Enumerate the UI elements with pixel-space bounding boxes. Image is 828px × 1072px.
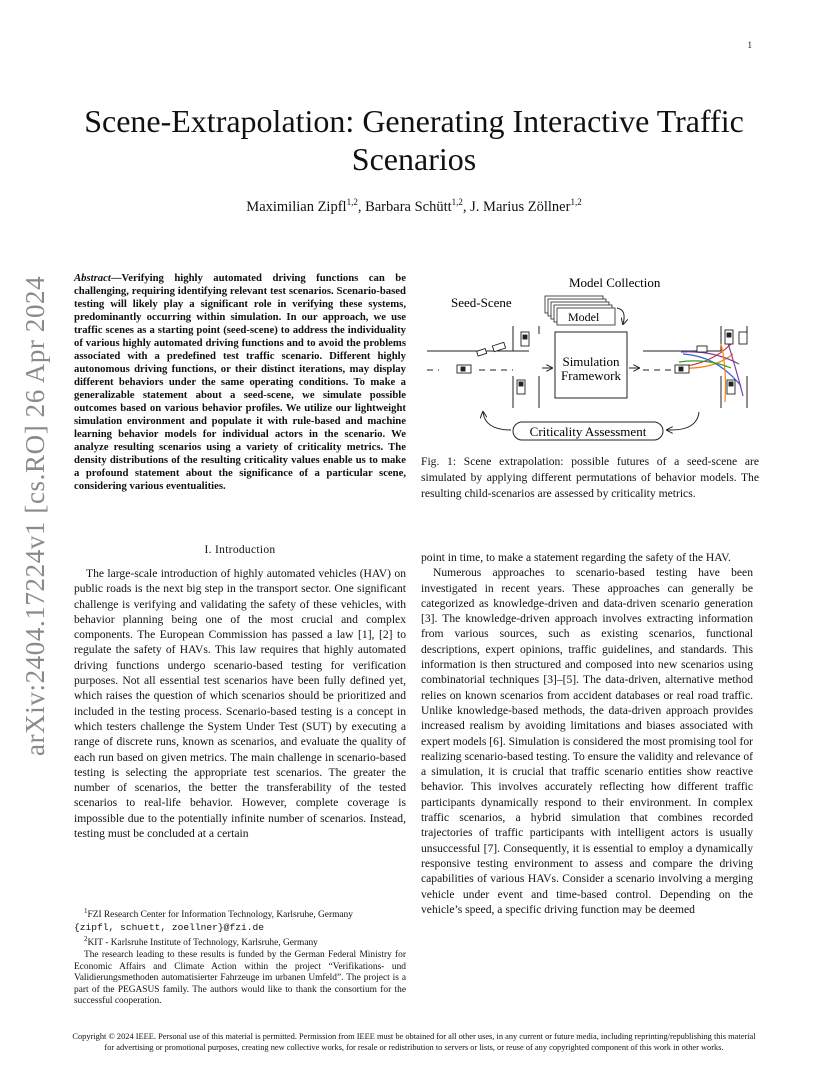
footnote-email: {zipfl, schuett, zoellner}@fzi.de — [74, 921, 264, 933]
author-list: Maximilian Zipfl$^{1,2}$, Barbara Schütt$^{1,2}$, J. Marius Zöllner$^{1,2}$ — [246, 197, 582, 215]
section-heading: I. Introduction — [204, 544, 276, 556]
author-name: Barbara Schütt — [365, 198, 452, 215]
model-label: Model — [568, 310, 600, 324]
footnote-1: $^1$FZI Research Center for Information Technology, Karlsruhe, Germany {zipfl, schuett, zoellner}@fzi.de — [74, 907, 353, 933]
simulation-label-2: Framework — [561, 368, 621, 383]
copyright-notice: Copyright © 2024 IEEE. Personal use of this material is permitted. Permission from IEEE must be obtained for all other uses, in any current or future media, including reprinting/republishing this material for advertising or promotional purposes, creating new collective works, for resale or redistribution to servers or lists, or reuse of any copyrighted component of this work in other works. — [72, 1032, 756, 1052]
model-collection-label: Model Collection — [569, 275, 661, 290]
page-number: 1 — [747, 40, 752, 50]
footnotes — [74, 906, 406, 1008]
author-affiliation: 1,2 — [570, 197, 582, 207]
simulation-label-1: Simulation — [562, 354, 620, 369]
seed-scene-vehicles — [457, 332, 529, 394]
seed-scene-label: Seed-Scene — [451, 295, 512, 310]
figure-caption: Fig. 1: Scene extrapolation: possible futures of a seed-scene are simulated by applying different permutations of behavior models. The resulting child-scenarios are assessed by criticality metrics. — [421, 455, 759, 500]
abstract — [74, 272, 406, 493]
figure-1 — [421, 272, 761, 442]
criticality-label: Criticality Assessment — [529, 424, 647, 439]
paragraph: Numerous approaches to scenario-based testing have been investigated in recent years. These approaches can generally be categorized as knowledge-driven and data-driven scenario generation [3]. The knowledge-driven approach involves extracting information from various sources, such as existing scenarios, functional descriptions, expert opinions, traffic guidelines, and standards. This information is then structured and composed into new scenarios using combinatorial techniques [3]–[5]. The data-driven, alternative method relies on known scenarios from accident databases or real road traffic. Unlike knowledge-based methods, the data-driven approach provides increased realism by avoiding limitations and biases associated with expert models [6]. Simulation is considered the most promising tool for realizing scenario-based testing. To ensure the validity and relevance of a simulation, it is crucial that traffic scenario entities show reactive behavior. This involves accurately reflecting how different traffic participants dynamically respond to their environment. In complex traffic scenarios, a hybrid simulation that combines recorded trajectories of traffic participants with intelligent actors is usually unsuccessful [7]. Consequently, it is essential to employ a dynamically responsive testing environment to assess and compare the driving capabilities of various HAVs. Consider a scenario involving a merging vehicle under event and time-based control. Depending on the vehicle’s speed, a specific driving function may be deemed — [421, 566, 753, 916]
abstract-text: —Verifying highly automated driving functions can be challenging, requiring identifying relevant test scenarios. Scenario-based testing will likely play a significant role in verifying these systems, predominantly occurring within simulation. In our approach, we use traffic scenes as a starting point (seed-scene) to address the individuality of various highly automated driving functions and to avoid the problems associated with a predefined test traffic scenario. Different highly autonomous driving functions, or their distinct iterations, may display different behaviors under the same operating conditions. To make a generalizable statement about a seed-scene, we simulate possible outcomes based on various behavior profiles. We utilize our lightweight simulation environment and populate it with rule-based and machine learning behavior models for individual actors in the scenario. We analyze resulting scenarios using a variety of criticality metrics. The density distributions of the resulting criticality values enable us to make a profound statement about the significance of a particular scene, considering various eventualities. — [74, 272, 406, 492]
intro-paragraph: The large-scale introduction of highly automated vehicles (HAV) on public roads is the next big step in the transport sector. One significant challenge is verifying and validating the safety of these vehicles, with behavior planning being one of the most crucial and complex components. The European Commission has passed a law [1], [2] to regulate the safety of HAVs. This law requires that highly automated driving functions undergo scenario-based testing for verification purposes. Not all essential test scenarios have been fully defined yet, which raises the question of which scenarios should be prioritized and included in the testing process. Scenario-based testing is a concept in which testers challenge the System Under Test (SUT) by executing a range of discrete runs, known as scenarios, and evaluate the quality of each run based on given metrics. The main challenge in scenario-based testing is selecting the appropriate test scenarios. The greater the number of scenarios, the better the transferability of the tested scenarios to real-life behavior. However, complete coverage is impossible due to the potentially infinite number of scenarios. Instead, testing must be concluded at a certain — [74, 567, 406, 841]
intro-column — [74, 566, 406, 841]
right-column — [421, 550, 753, 917]
funding-note: The research leading to these results is funded by the German Federal Ministry for Economic Affairs and Climate Action within the project “Verifikations- und Validierungsmethoden automatisierter Fahrzeuge im urbanen Umfeld”. The project is a part of the PEGASUS family. The authors would like to thank the consortium for the successful cooperation. — [74, 950, 406, 1007]
arxiv-stamp: arXiv:2404.17224v1 [cs.RO] 26 Apr 2024 — [20, 275, 50, 756]
paper-title: Scene-Extrapolation: Generating Interactive Traffic Scenarios — [84, 103, 744, 177]
abstract-label: Abstract — [74, 272, 111, 284]
author-name: Maximilian Zipfl — [246, 198, 347, 215]
author-name: J. Marius Zöllner — [470, 198, 571, 215]
footnote-2: $^2$KIT - Karlsruhe Institute of Technology, Karlsruhe, Germany — [84, 935, 318, 949]
author-affiliation: 1,2 — [346, 197, 358, 207]
author-affiliation: 1,2 — [451, 197, 463, 207]
paragraph: point in time, to make a statement regarding the safety of the HAV. — [421, 551, 731, 564]
